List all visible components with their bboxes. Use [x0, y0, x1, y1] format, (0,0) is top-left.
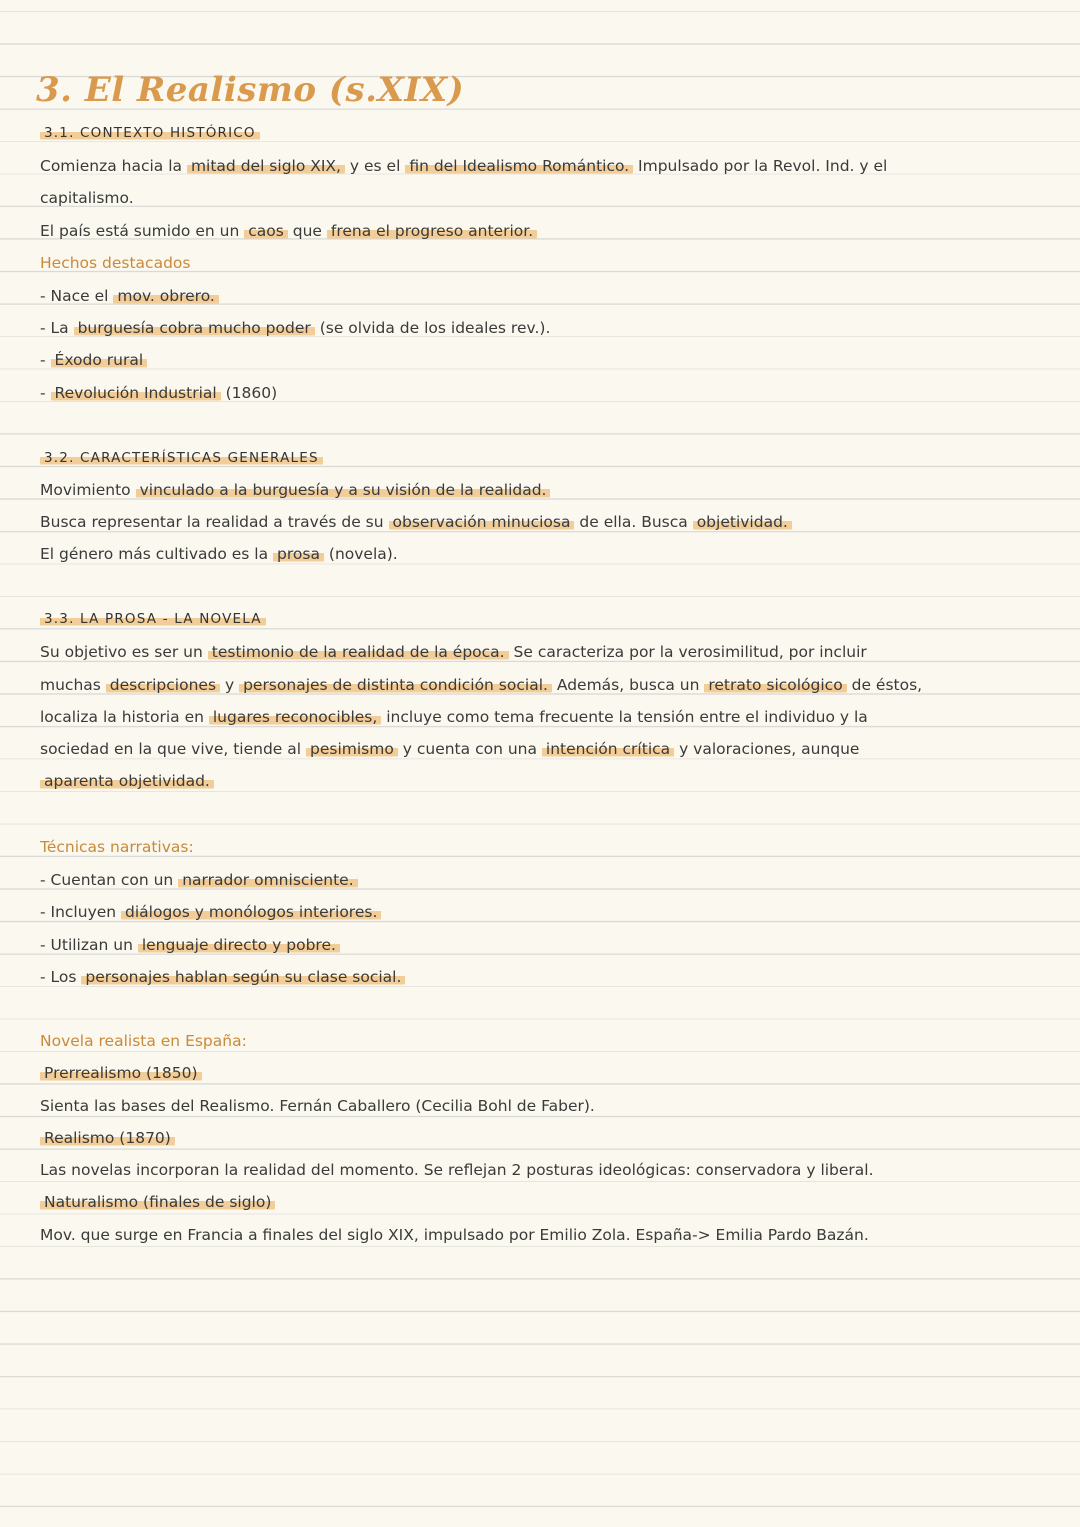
subheading-novela-espana: Novela realista en España: — [40, 1032, 247, 1050]
text-line: El país está sumido en un caos que frena el progreso anterior. — [40, 220, 537, 242]
period-realismo: Realismo (1870) — [40, 1127, 175, 1149]
list-item: - Utilizan un lenguaje directo y pobre. — [40, 934, 340, 956]
list-item: - Incluyen diálogos y monólogos interiores. — [40, 901, 381, 923]
subheading-tecnicas: Técnicas narrativas: — [40, 838, 194, 856]
page-title: 3. El Realismo (s.XIX) — [36, 70, 465, 110]
text-line: sociedad en la que vive, tiende al pesimismo y cuenta con una intención crítica y valoraciones, aunque — [40, 740, 860, 758]
text-line: Comienza hacia la mitad del siglo XIX, y es el fin del Idealismo Romántico. Impulsado por la Revol. Ind. y el — [40, 157, 888, 175]
list-item: - Nace el mov. obrero. — [40, 285, 219, 307]
period-naturalismo: Naturalismo (finales de siglo) — [40, 1191, 275, 1213]
period-prerrealismo: Prerrealismo (1850) — [40, 1062, 202, 1084]
text-line: Su objetivo es ser un testimonio de la realidad de la época. Se caracteriza por la verosimilitud, por incluir — [40, 643, 867, 661]
text-line: Mov. que surge en Francia a finales del siglo XIX, impulsado por Emilio Zola. España-> Emilia Pardo Bazán. — [40, 1226, 869, 1244]
text-line: El género más cultivado es la prosa (novela). — [40, 545, 398, 563]
list-item: - Éxodo rural — [40, 349, 147, 371]
section-heading-contexto: 3.1. CONTEXTO HISTÓRICO — [40, 122, 260, 144]
list-item: - La burguesía cobra mucho poder (se olvida de los ideales rev.). — [40, 319, 551, 337]
text-line: capitalismo. — [40, 189, 134, 207]
text-line: muchas descripciones y personajes de distinta condición social. Además, busca un retrato sicológico de éstos, — [40, 676, 923, 694]
text-line: Movimiento vinculado a la burguesía y a su visión de la realidad. — [40, 479, 550, 501]
list-item: - Cuentan con un narrador omnisciente. — [40, 869, 358, 891]
text-line: Sienta las bases del Realismo. Fernán Caballero (Cecilia Bohl de Faber). — [40, 1097, 595, 1115]
text-line: Las novelas incorporan la realidad del momento. Se reflejan 2 posturas ideológicas: conservadora y liberal. — [40, 1161, 874, 1179]
list-item: - Los personajes hablan según su clase social. — [40, 966, 405, 988]
text-line: aparenta objetividad. — [40, 770, 214, 792]
text-line: localiza la historia en lugares reconocibles, incluye como tema frecuente la tensión entre el individuo y la — [40, 708, 868, 726]
list-item: - Revolución Industrial (1860) — [40, 384, 278, 402]
text-line: Busca representar la realidad a través de su observación minuciosa de ella. Busca objetividad. — [40, 511, 792, 533]
section-heading-prosa: 3.3. LA PROSA - LA NOVELA — [40, 608, 266, 630]
section-heading-caracteristicas: 3.2. CARACTERÍSTICAS GENERALES — [40, 447, 323, 469]
subheading-hechos: Hechos destacados — [40, 254, 191, 272]
